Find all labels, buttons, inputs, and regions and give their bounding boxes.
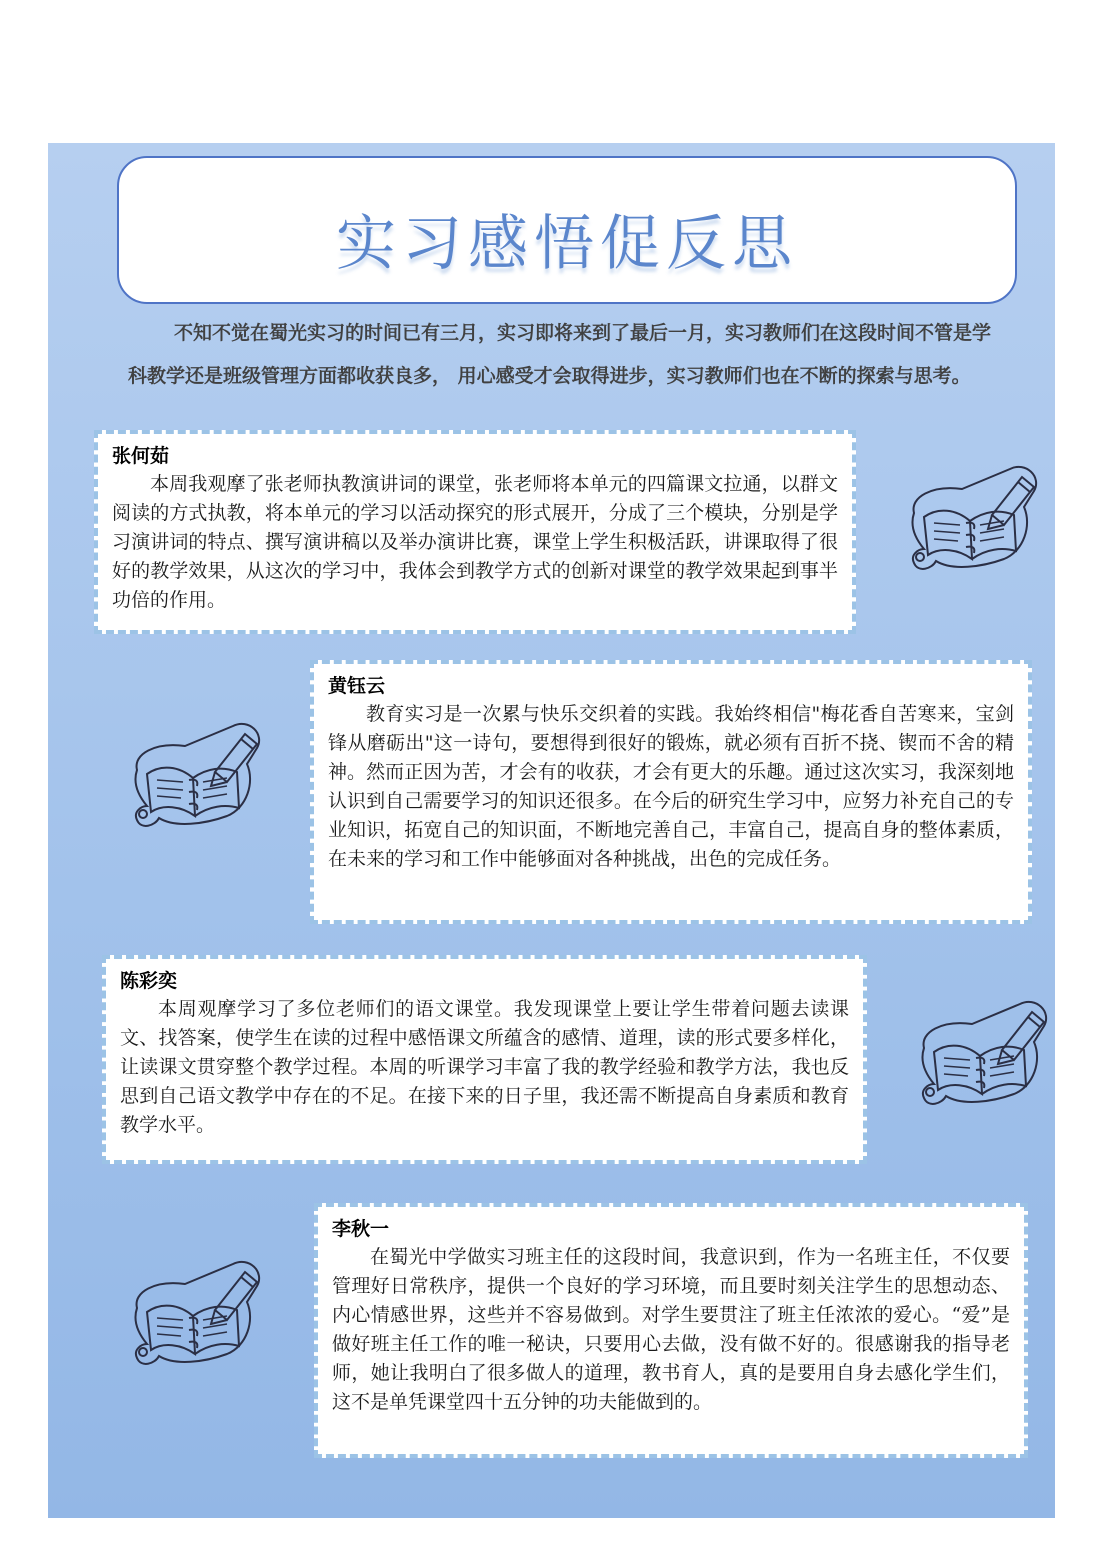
book-pencil-icon [892,455,1042,580]
author-name: 黄钰云 [328,675,386,697]
intro-paragraph: 不知不觉在蜀光实习的时间已有三月，实习即将来到了最后一月，实习教师们在这段时间不管是学科教学还是班级管理方面都收获良多， 用心感受才会取得进步，实习教师们也在不断的探索与思考。 [128,322,992,387]
reflection-text: 本周我观摩了张老师执教演讲词的课堂，张老师将本单元的四篇课文拉通，以群文阅读的方式执教，将本单元的学习以活动探究的形式展开，分成了三个模块，分别是学习演讲词的特点、撰写演讲稿以及举办演讲比赛，课堂上学生积极活跃，讲课取得了很好的教学效果，从这次的学习中，我体会到教学方式的创新对课堂的教学效果起到事半功倍的作用。 [112,473,838,611]
reflection-text: 在蜀光中学做实习班主任的这段时间，我意识到，作为一名班主任，不仅要管理好日常秩序，提供一个良好的学习环境，而且要时刻关注学生的思想动态、内心情感世界，这些并不容易做到。对学生要贯注了班主任浓浓的爱心。“爱”是做好班主任工作的唯一秘诀，只要用心去做，没有做不好的。很感谢我的指导老师，她让我明白了很多做人的道理，教书育人，真的是要用自身去感化学生们，这不是单凭课堂四十五分钟的功夫能做到的。 [332,1246,1010,1413]
author-name: 陈彩奕 [120,970,178,992]
reflection-card-3 [102,955,867,1164]
author-name: 张何茹 [112,445,170,467]
reflection-text: 本周观摩学习了多位老师们的语文课堂。我发现课堂上要让学生带着问题去读课文、找答案，使学生在读的过程中感悟课文所蕴含的感情、道理，读的形式要多样化，让读课文贯穿整个教学过程。本周的听课学习丰富了我的教学经验和教学方法，我也反思到自己语文教学中存在的不足。在接下来的日子里，我还需不断提高自身素质和教育教学水平。 [120,998,849,1136]
reflection-card-2 [310,660,1032,924]
reflection-card-4 [314,1203,1028,1458]
page-title: 实习感悟促反思 [336,209,798,279]
book-pencil-icon [902,990,1052,1115]
author-name: 李秋一 [332,1218,390,1240]
reflection-card-1 [94,430,856,634]
reflection-text: 教育实习是一次累与快乐交织着的实践。我始终相信"梅花香自苦寒来，宝剑锋从磨砺出"这一诗句，要想得到很好的锻炼，就必须有百折不挠、锲而不舍的精神。然而正因为苦，才会有的收获，才会有更大的乐趣。通过这次实习，我深刻地认识到自己需要学习的知识还很多。在今后的研究生学习中，应努力补充自己的专业知识，拓宽自己的知识面，不断地完善自己，丰富自己，提高自身的整体素质，在未来的学习和工作中能够面对各种挑战，出色的完成任务。 [328,703,1014,870]
title-banner [117,156,1017,304]
book-pencil-icon [115,1250,265,1375]
book-pencil-icon [115,712,265,837]
